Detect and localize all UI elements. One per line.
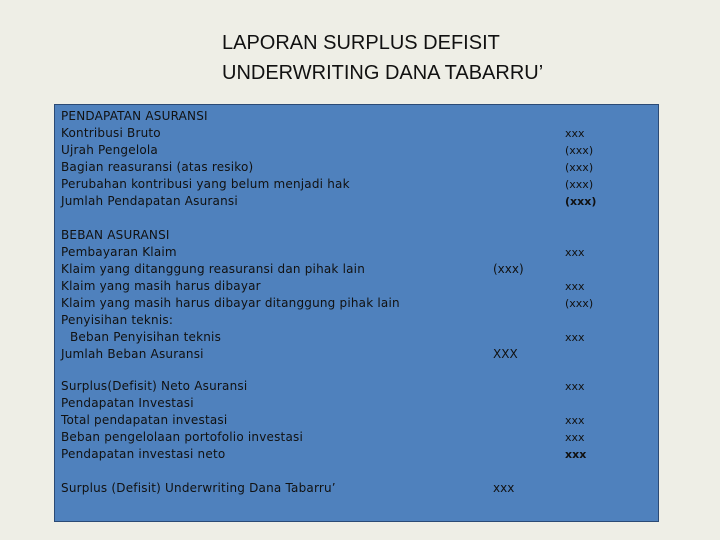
row-value: (xxx) — [565, 144, 594, 157]
row-value: (xxx) — [565, 297, 594, 310]
row-value: xxx — [565, 246, 585, 259]
section-heading-beban: BEBAN ASURANSI — [61, 228, 170, 242]
row-value: (xxx) — [565, 195, 597, 208]
row-label: Bagian reasuransi (atas resiko) — [61, 160, 254, 174]
final-subvalue: xxx — [493, 481, 515, 495]
row-label: Surplus(Defisit) Neto Asuransi — [61, 379, 248, 393]
row-label: Pendapatan Investasi — [61, 396, 194, 410]
row-value: xxx — [565, 127, 585, 140]
row-label: Kontribusi Bruto — [61, 126, 161, 140]
row-label: Jumlah Beban Asuransi — [61, 347, 204, 361]
row-label: Total pendapatan investasi — [61, 413, 228, 427]
row-label: Pembayaran Klaim — [61, 245, 177, 259]
section-heading-pendapatan: PENDAPATAN ASURANSI — [61, 109, 208, 123]
row-label: Klaim yang ditanggung reasuransi dan pihak lain — [61, 262, 366, 276]
row-label: Ujrah Pengelola — [61, 143, 158, 157]
row-value: xxx — [565, 431, 585, 444]
row-label: Klaim yang masih harus dibayar — [61, 279, 261, 293]
title-line-2: UNDERWRITING DANA TABARRU’ — [222, 62, 544, 84]
title-line-1: LAPORAN SURPLUS DEFISIT — [222, 32, 500, 54]
row-label: Penyisihan teknis: — [61, 313, 174, 327]
row-value: xxx — [565, 414, 585, 427]
row-subvalue: XXX — [493, 347, 518, 361]
row-value: xxx — [565, 331, 585, 344]
row-label: Perubahan kontribusi yang belum menjadi hak — [61, 177, 350, 191]
row-value: (xxx) — [565, 161, 594, 174]
row-value: xxx — [565, 448, 587, 461]
row-label: Jumlah Pendapatan Asuransi — [61, 194, 238, 208]
row-subvalue: (xxx) — [493, 262, 524, 276]
row-value: (xxx) — [565, 178, 594, 191]
final-label: Surplus (Defisit) Underwriting Dana Tabarru’ — [61, 481, 336, 495]
row-label: Beban pengelolaan portofolio investasi — [61, 430, 303, 444]
row-value: xxx — [565, 280, 585, 293]
report-title — [222, 28, 543, 88]
row-value: xxx — [565, 380, 585, 393]
row-label: Pendapatan investasi neto — [61, 447, 226, 461]
row-label: Klaim yang masih harus dibayar ditanggung pihak lain — [61, 296, 400, 310]
row-label: Beban Penyisihan teknis — [70, 330, 222, 344]
